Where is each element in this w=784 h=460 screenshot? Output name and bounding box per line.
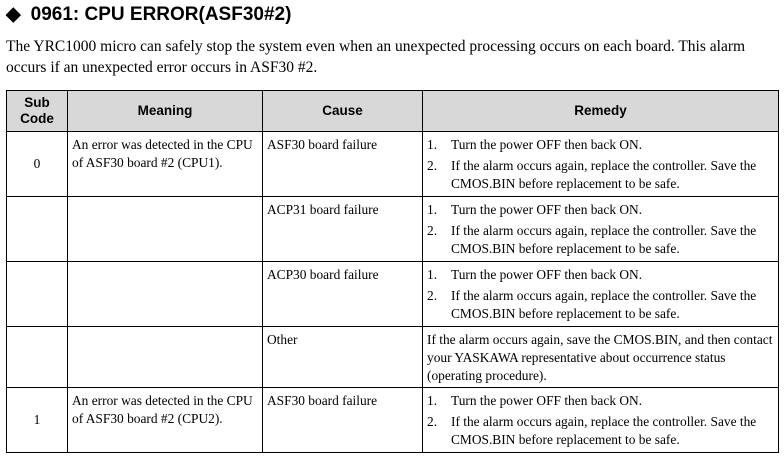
diamond-bullet-icon: ◆ [6,4,21,25]
meaning-cell [68,262,263,327]
meaning-cell [68,197,263,262]
sub-code-cell [7,327,68,388]
table-row [7,132,779,197]
cause-cell: ASF30 board failure [263,388,423,453]
alarm-description: The YRC1000 micro can safely stop the system even when an unexpected processing occurs on each board. This alarm occurs if an unexpected error occurs in ASF30 #2. [6,38,746,76]
cause-cell: Other [263,327,423,388]
table-header-row [7,91,779,132]
remedy-step: 1. Turn the power OFF then back ON. [427,393,643,408]
cause-cell: ACP30 board failure [263,262,423,327]
header-meaning: Meaning [68,91,263,132]
remedy-step: 1. Turn the power OFF then back ON. [427,137,643,152]
alarm-title: 0961: CPU ERROR(ASF30#2) [30,4,292,25]
remedy-cell: If the alarm occurs again, save the CMOS.BIN, and then contact your YASKAWA representative about occurrence status (operating procedure). [423,327,779,388]
table-row [7,327,779,388]
sub-code-cell: 1 [7,388,68,453]
meaning-cell: An error was detected in the CPU of ASF30 board #2 (CPU1). [68,132,263,197]
cause-cell: ACP31 board failure [263,197,423,262]
meaning-cell: An error was detected in the CPU of ASF30 board #2 (CPU2). [68,388,263,453]
alarm-table [6,90,779,453]
table-row [7,388,779,453]
header-sub-code: Sub Code [7,91,68,132]
header-remedy: Remedy [423,91,779,132]
remedy-step: 1. Turn the power OFF then back ON. [427,267,643,282]
remedy-cell [423,197,779,262]
remedy-cell [423,388,779,453]
remedy-step: 2. If the alarm occurs again, replace the controller. Save the CMOS.BIN before replacement to be safe. [427,223,757,256]
sub-code-cell [7,262,68,327]
header-cause: Cause [263,91,423,132]
cause-cell: ASF30 board failure [263,132,423,197]
remedy-step: 2. If the alarm occurs again, replace the controller. Save the CMOS.BIN before replacement to be safe. [427,158,757,191]
remedy-step: 2. If the alarm occurs again, replace the controller. Save the CMOS.BIN before replacement to be safe. [427,414,757,447]
table-row [7,197,779,262]
alarm-heading [6,2,291,28]
sub-code-cell [7,197,68,262]
table-row [7,262,779,327]
remedy-cell [423,132,779,197]
remedy-cell [423,262,779,327]
remedy-step: 2. If the alarm occurs again, replace the controller. Save the CMOS.BIN before replacement to be safe. [427,288,757,321]
sub-code-cell: 0 [7,132,68,197]
remedy-step: 1. Turn the power OFF then back ON. [427,202,643,217]
meaning-cell [68,327,263,388]
